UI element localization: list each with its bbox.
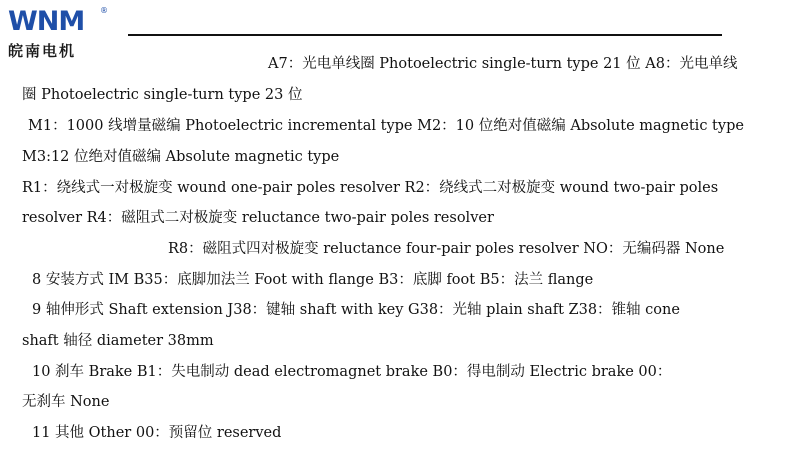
text-line-a7-a8: A7：光电单线圈 Photoelectric single-turn type 21 位 A8：光电单线 [268, 56, 738, 72]
text-line-m1-m2: M1：1000 线增量磁编 Photoelectric incremental type M2：10 位绝对值磁编 Absolute magnetic type [28, 118, 744, 134]
text-line-brake: 10 刹车 Brake B1：失电制动 dead electromagnet brake B0：得电制动 Electric brake 00： [32, 364, 672, 380]
text-line-brake-cont: 无刹车 None [22, 394, 110, 410]
header-rule [128, 34, 722, 36]
text-line-other: 11 其他 Other 00：预留位 reserved [32, 425, 282, 441]
text-line-r8-no: R8：磁阻式四对极旋变 reluctance four-pair poles resolver NO：无编码器 None [168, 241, 725, 257]
logo-company-name: 皖南电机 [8, 42, 77, 60]
text-line-shaft: 9 轴伸形式 Shaft extension J38：键轴 shaft with key G38：光轴 plain shaft Z38：锥轴 cone [32, 302, 680, 318]
text-line-mounting: 8 安装方式 IM B35：底脚加法兰 Foot with flange B3：底脚 foot B5：法兰 flange [32, 272, 594, 288]
registered-mark: ® [100, 6, 108, 15]
logo-wordmark: WNM [8, 6, 85, 37]
text-line-m3: M3:12 位绝对值磁编 Absolute magnetic type [22, 149, 340, 165]
text-line-a8-cont: 圈 Photoelectric single-turn type 23 位 [22, 87, 303, 103]
text-line-r1-r2: R1：绕线式一对极旋变 wound one-pair poles resolver R2：绕线式二对极旋变 wound two-pair poles [22, 180, 719, 196]
text-line-shaft-cont: shaft 轴径 diameter 38mm [22, 333, 214, 349]
text-line-r4: resolver R4：磁阻式二对极旋变 reluctance two-pair poles resolver [22, 210, 494, 226]
company-logo [2, 4, 112, 62]
